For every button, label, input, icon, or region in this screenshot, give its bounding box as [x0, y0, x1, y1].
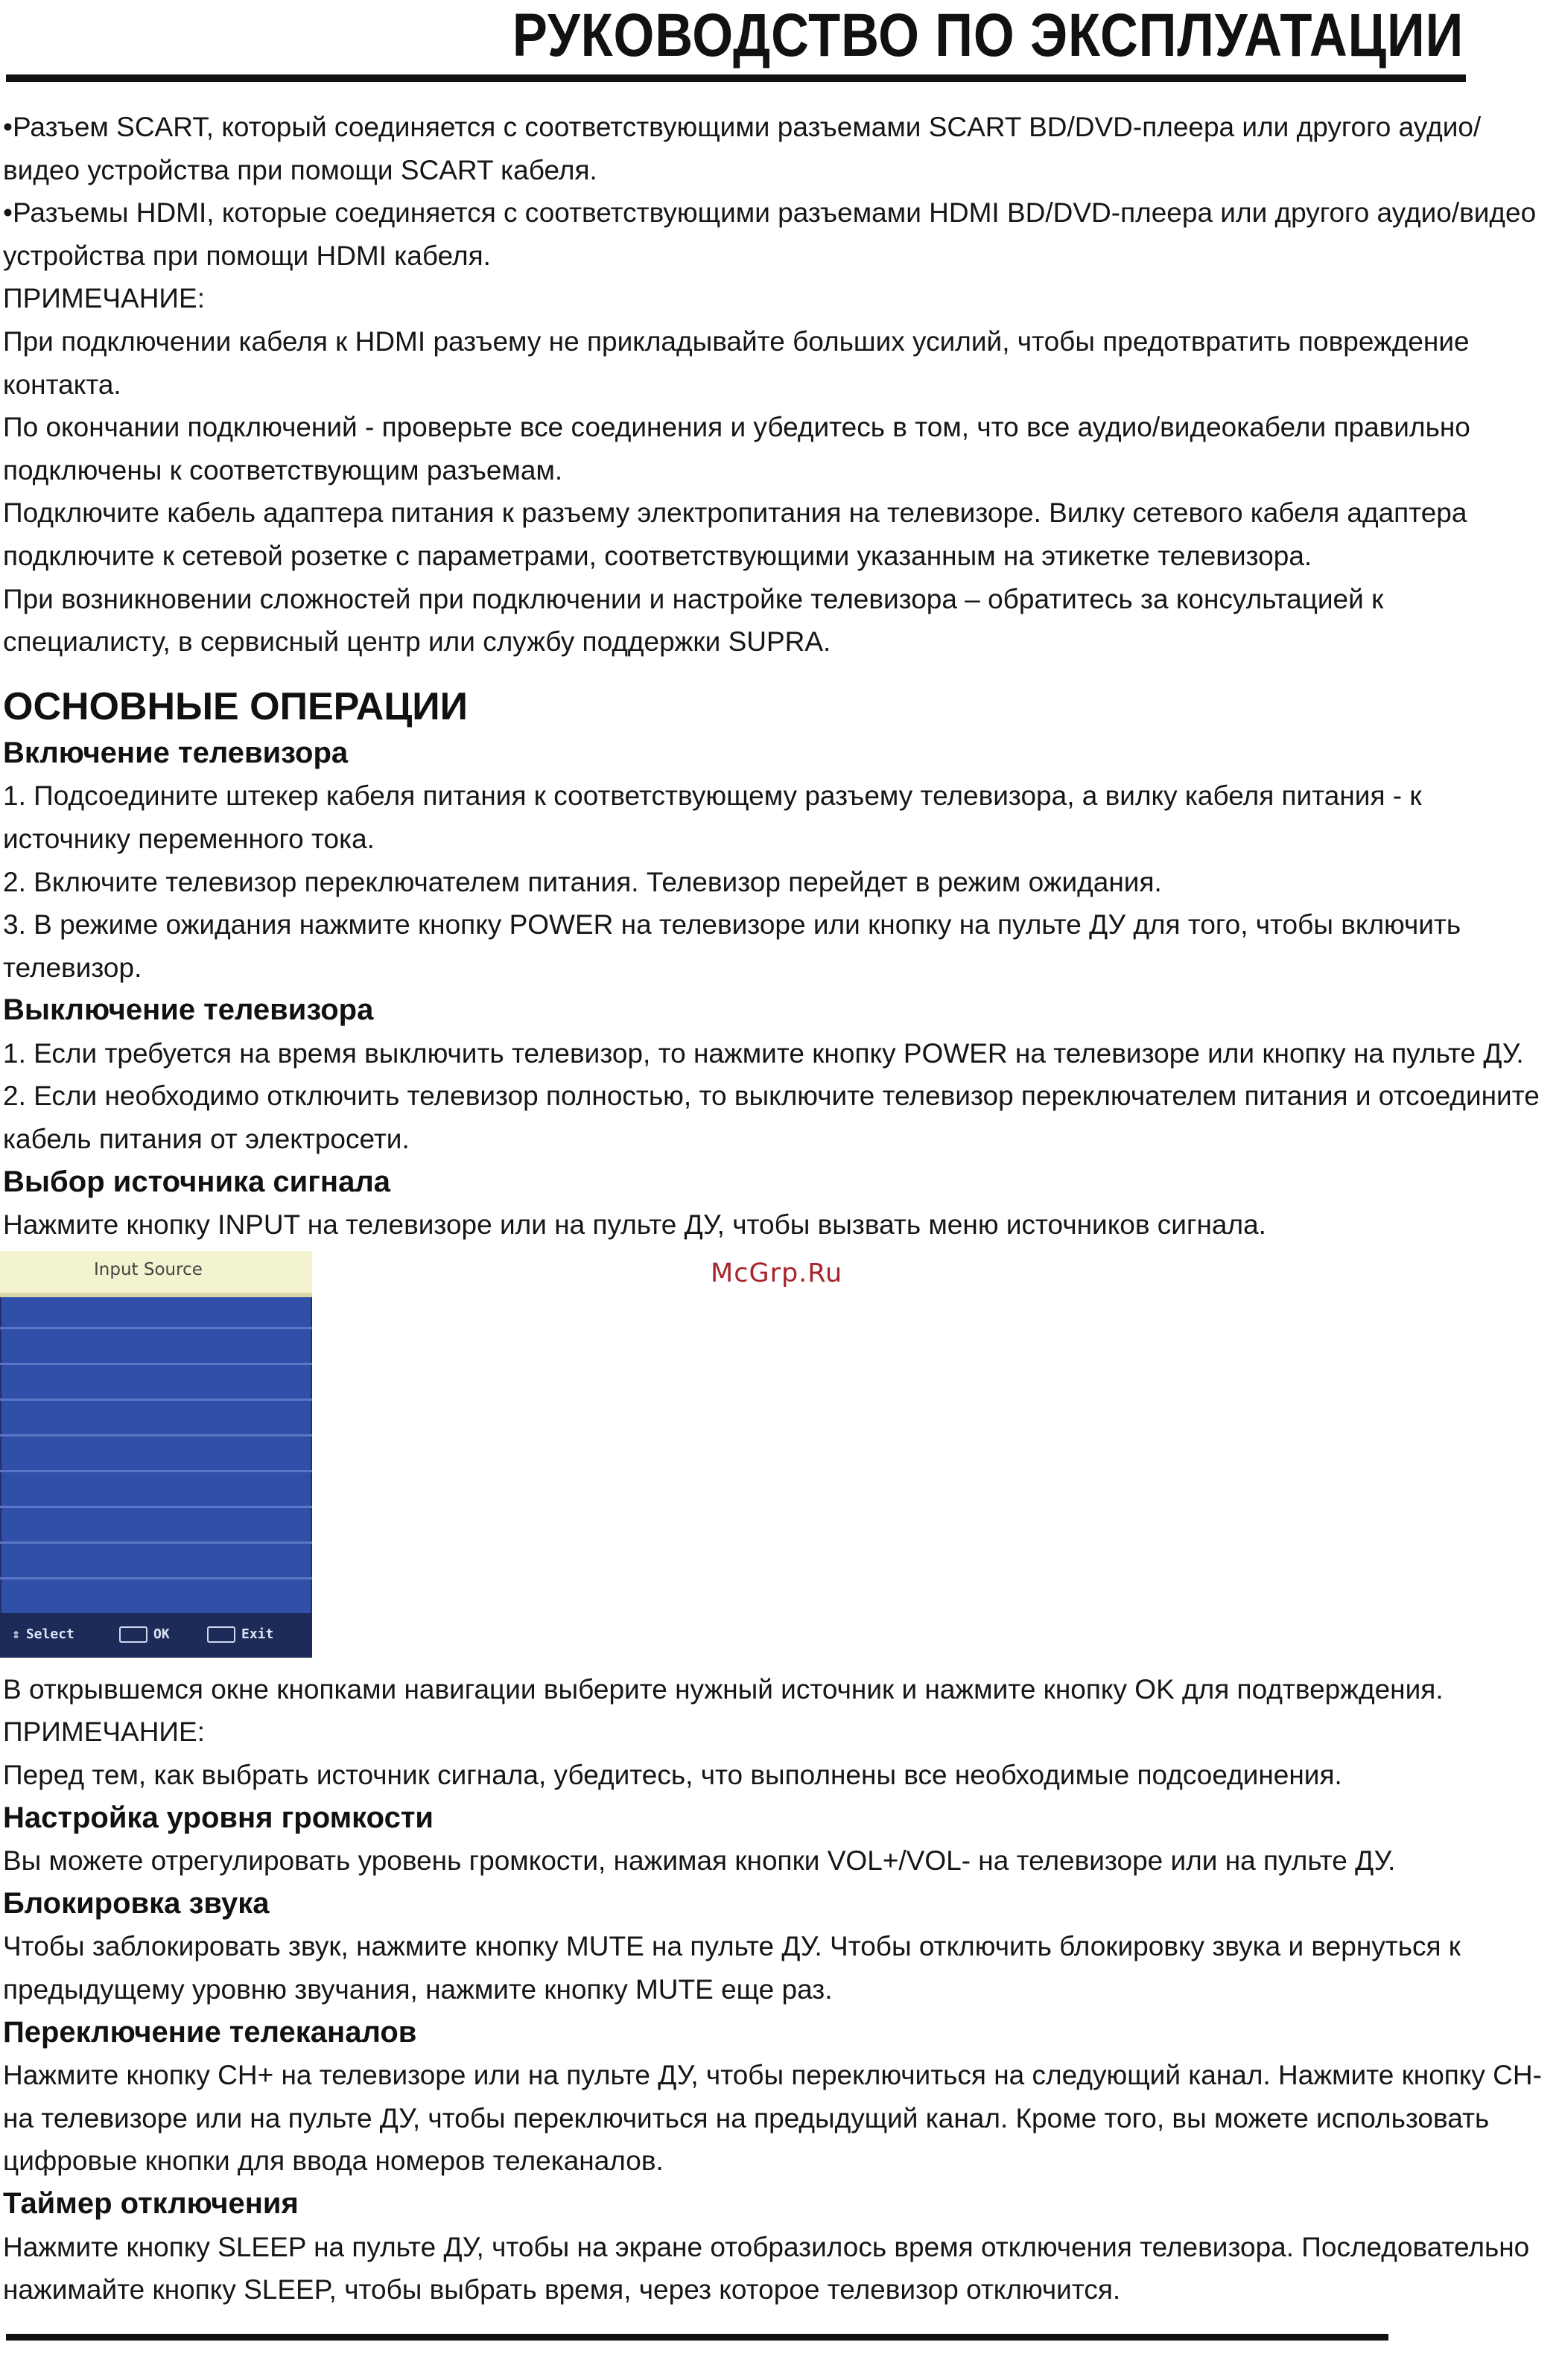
intro-check-connections: По окончании подключений - проверьте все соединения и убедитесь в том, что все аудио/видеокабели правильно подключены к соответствующим разъемам.	[3, 412, 1470, 486]
input-source-after: В открывшемся окне кнопками навигации выберите нужный источник и нажмите кнопку OK для подтверждения.	[3, 1673, 1444, 1705]
input-source-note: Перед тем, как выбрать источник сигнала, убедитесь, что выполнены все необходимые подсоединения.	[3, 1760, 1342, 1791]
intro-power-adapter: Подключите кабель адаптера питания к разъему электропитания на телевизоре. Вилку сетевого кабеля адаптера подключите к сетевой розетке с параметрами, соответствующими указанным на этикетке телевизора.	[3, 497, 1467, 571]
power-off-step-2: 2. Если необходимо отключить телевизор полностью, то выключите телевизор переключателем питания и отсоедините кабель питания от электросети.	[3, 1081, 1540, 1155]
input-source-menu-title: Input Source	[94, 1259, 203, 1279]
menu-row-divider	[0, 1363, 312, 1365]
input-source-menu-screenshot	[0, 1251, 312, 1658]
heading-input-source: Выбор источника сигнала	[3, 1165, 390, 1198]
menu-row-divider	[0, 1541, 312, 1544]
up-down-arrow-icon: ⇕	[12, 1626, 20, 1642]
power-on-step-2: 2. Включите телевизор переключателем питания. Телевизор перейдет в режим ожидания.	[3, 866, 1162, 897]
menu-row-divider	[0, 1470, 312, 1472]
input-source-menu-list	[0, 1297, 312, 1601]
input-source-text: Нажмите кнопку INPUT на телевизоре или на пульте ДУ, чтобы вызвать меню источников сигнала.	[3, 1209, 1266, 1241]
input-source-note-label: ПРИМЕЧАНИЕ:	[3, 1716, 205, 1748]
heading-sleep-timer: Таймер отключения	[3, 2186, 299, 2220]
header-divider	[6, 74, 1466, 82]
menu-row-divider	[0, 1399, 312, 1401]
footer-exit-hint: Exit	[207, 1626, 273, 1643]
heading-volume: Настройка уровня громкости	[3, 1801, 434, 1834]
channels-text: Нажмите кнопку CH+ на телевизоре или на пульте ДУ, чтобы переключиться на следующий канал. Нажмите кнопку CH- на телевизоре или на пульте ДУ, чтобы переключиться на предыдущий канал. Кроме того, вы можете использовать цифровые кнопки для ввода номеров телеканалов.	[3, 2060, 1542, 2177]
mute-text: Чтобы заблокировать звук, нажмите кнопку MUTE на пульте ДУ. Чтобы отключить блокировку звука и вернуться к предыдущему уровню звучания, нажмите кнопку MUTE еще раз.	[3, 1931, 1461, 2005]
intro-hdmi: •Разъемы HDMI, которые соединяется с соответствующими разъемами HDMI BD/DVD-плеера или другого аудио/видео устройства при помощи HDMI кабеля.	[3, 197, 1537, 271]
power-on-step-3: 3. В режиме ожидания нажмите кнопку POWER на телевизоре или кнопку на пульте ДУ для того, чтобы включить телевизор.	[3, 909, 1461, 983]
sleep-timer-text: Нажмите кнопку SLEEP на пульте ДУ, чтобы на экране отобразилось время отключения телевизора. Последовательно нажимайте кнопку SLEEP, чтобы выбрать время, через которое телевизор отключится.	[3, 2231, 1530, 2306]
power-off-step-1: 1. Если требуется на время выключить телевизор, то нажмите кнопку POWER на телевизоре или кнопку на пульте ДУ.	[3, 1037, 1524, 1069]
volume-text: Вы можете отрегулировать уровень громкости, нажимая кнопки VOL+/VOL- на телевизоре или на пульте ДУ.	[3, 1845, 1396, 1877]
menu-row-divider	[0, 1434, 312, 1436]
intro-support: При возникновении сложностей при подключении и настройке телевизора – обратитесь за консультацией к специалисту, в сервисный центр или службу поддержки SUPRA.	[3, 583, 1384, 658]
intro-scart: •Разъем SCART, который соединяется с соответствующими разъемами SCART BD/DVD-плеера или другого аудио/видео устройства при помощи SCART кабеля.	[3, 112, 1482, 185]
heading-power-on: Включение телевизора	[3, 736, 349, 769]
exit-key-icon	[207, 1626, 235, 1643]
menu-row-divider	[0, 1577, 312, 1579]
menu-row-divider	[0, 1327, 312, 1329]
input-source-figure	[3, 1251, 1556, 1668]
menu-row-divider	[0, 1506, 312, 1508]
footer-select-hint: ⇕ Select	[12, 1626, 74, 1642]
page-header-title: РУКОВОДСТВО ПО ЭКСПЛУАТАЦИИ	[512, 1, 1464, 69]
section-title-basic-operations: ОСНОВНЫЕ ОПЕРАЦИИ	[3, 684, 469, 728]
input-source-menu-footer	[0, 1613, 312, 1658]
heading-power-off: Выключение телевизора	[3, 993, 374, 1027]
watermark: McGrp.Ru	[711, 1258, 843, 1288]
intro-note-label: ПРИМЕЧАНИЕ:	[3, 283, 205, 314]
footer-divider	[6, 2334, 1388, 2341]
heading-channels: Переключение телеканалов	[3, 2015, 417, 2049]
ok-key-icon	[119, 1626, 147, 1643]
manual-content	[3, 106, 1556, 2311]
intro-hdmi-warning: При подключении кабеля к HDMI разъему не прикладывайте больших усилий, чтобы предотвратить повреждение контакта.	[3, 325, 1470, 400]
input-source-menu-header	[0, 1251, 312, 1297]
footer-ok-hint: OK	[119, 1626, 170, 1643]
power-on-step-1: 1. Подсоедините штекер кабеля питания к соответствующему разъему телевизора, а вилку кабеля питания - к источнику переменного тока.	[3, 780, 1422, 854]
heading-mute: Блокировка звука	[3, 1886, 270, 1920]
